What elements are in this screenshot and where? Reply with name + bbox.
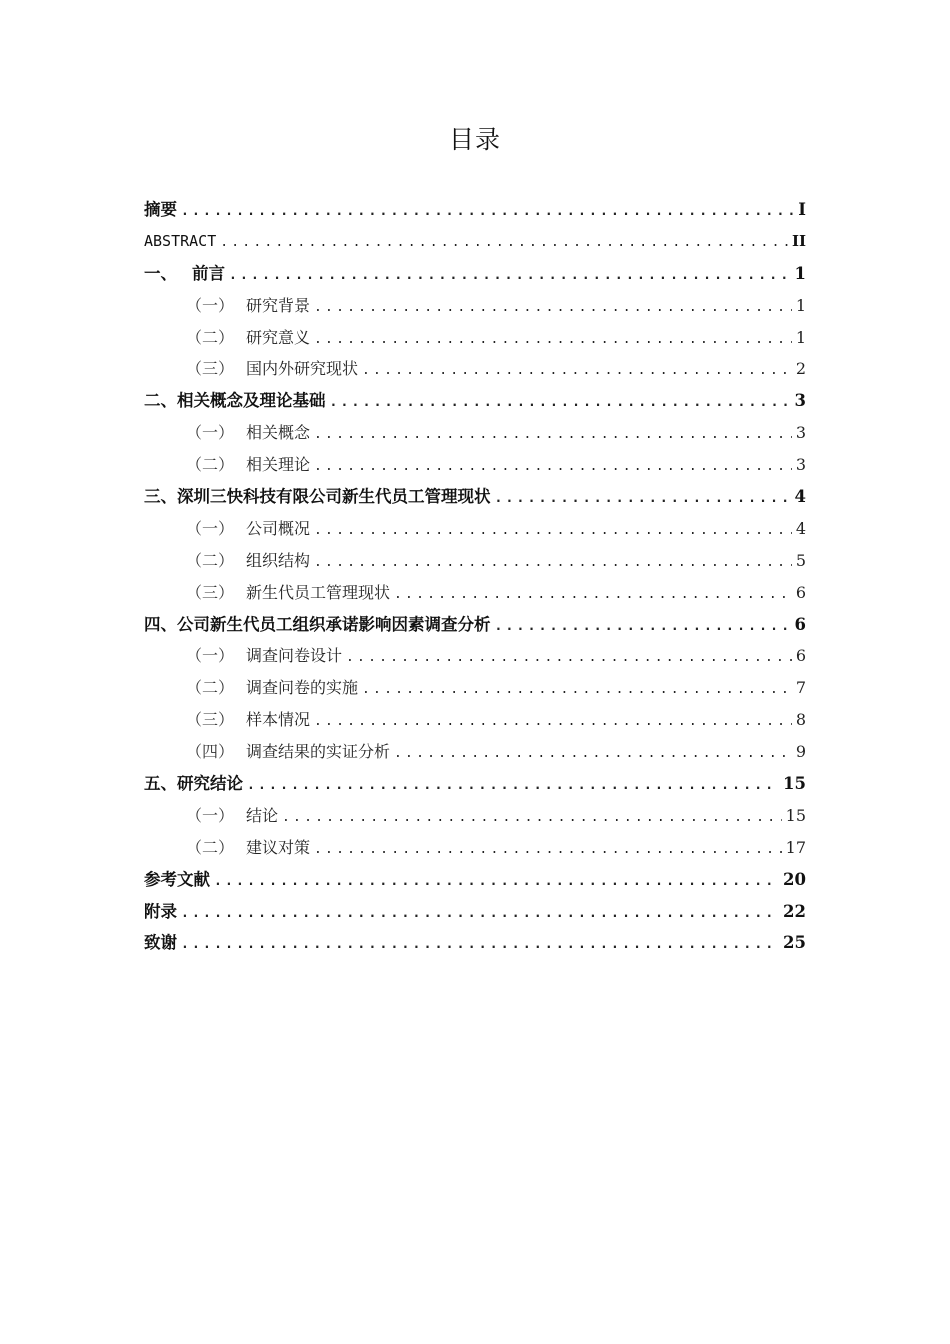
toc-entry-section-2[interactable] bbox=[144, 385, 806, 417]
toc-entry-subsection[interactable] bbox=[144, 800, 806, 832]
toc-entry-page: 9 bbox=[795, 742, 806, 762]
dot-leader bbox=[314, 515, 792, 545]
toc-entry-page: 20 bbox=[783, 869, 806, 889]
toc-entry-abstract-en[interactable] bbox=[144, 226, 806, 258]
toc-entry-number: （一） bbox=[186, 295, 235, 315]
toc-entry-number: （一） bbox=[186, 805, 235, 825]
dot-leader bbox=[314, 292, 792, 322]
toc-entry-label: 样本情况 bbox=[246, 710, 311, 730]
toc-entry-section-3[interactable] bbox=[144, 481, 806, 513]
toc-entry-number: （三） bbox=[186, 582, 235, 602]
toc-entry-page: 4 bbox=[795, 518, 806, 538]
toc-entry-section-5[interactable] bbox=[144, 768, 806, 800]
dot-leader bbox=[346, 642, 792, 672]
toc-entry-section-4[interactable] bbox=[144, 609, 806, 641]
toc-entry-number: （二） bbox=[186, 550, 235, 570]
toc-entry-label: 组织结构 bbox=[246, 550, 311, 570]
toc-entry-label: 五、研究结论 bbox=[144, 774, 243, 794]
toc-entry-label: 研究意义 bbox=[246, 327, 311, 347]
toc-entry-label: 相关理论 bbox=[246, 455, 311, 475]
toc-entry-number: （四） bbox=[186, 742, 235, 762]
toc-entry-page: 6 bbox=[795, 582, 806, 602]
dot-leader bbox=[181, 929, 779, 959]
toc-entry-number: （二） bbox=[186, 327, 235, 347]
dot-leader bbox=[247, 770, 779, 800]
toc-entry-page: 5 bbox=[795, 550, 806, 570]
toc-entry-page: 22 bbox=[783, 901, 806, 921]
dot-leader bbox=[214, 866, 779, 896]
toc-entry-label: 建议对策 bbox=[246, 837, 311, 857]
dot-leader bbox=[220, 227, 788, 258]
toc-entry-label: 公司概况 bbox=[246, 518, 311, 538]
toc-entry-number: （二） bbox=[186, 837, 235, 857]
toc-entry-references[interactable] bbox=[144, 864, 806, 896]
toc-entry-subsection[interactable] bbox=[144, 290, 806, 322]
toc-entry-subsection[interactable] bbox=[144, 322, 806, 354]
toc-entry-page: I bbox=[798, 200, 806, 219]
dot-leader bbox=[314, 706, 792, 736]
toc-entry-page: 1 bbox=[795, 295, 806, 315]
toc-entry-page: 15 bbox=[783, 774, 806, 794]
toc-entry-number: （一） bbox=[186, 423, 235, 443]
toc-entry-page: II bbox=[791, 231, 806, 250]
toc-entry-section-1[interactable] bbox=[144, 258, 806, 290]
toc-entry-page: 6 bbox=[795, 646, 806, 666]
dot-leader bbox=[314, 419, 792, 449]
toc-entry-label: 调查结果的实证分析 bbox=[246, 742, 391, 762]
toc-entry-label: 三、深圳三快科技有限公司新生代员工管理现状 bbox=[144, 487, 491, 507]
toc-entry-subsection[interactable] bbox=[144, 513, 806, 545]
toc-entry-subsection[interactable] bbox=[144, 353, 806, 385]
dot-leader bbox=[229, 260, 791, 290]
toc-entry-page: 6 bbox=[794, 614, 806, 634]
toc-entry-subsection[interactable] bbox=[144, 545, 806, 577]
toc-entry-subsection[interactable] bbox=[144, 640, 806, 672]
toc-entry-number: 一、 bbox=[144, 263, 177, 283]
toc-entry-acknowledgements[interactable] bbox=[144, 927, 806, 959]
toc-entry-label: 摘要 bbox=[144, 200, 177, 219]
toc-entry-label: 附录 bbox=[144, 901, 177, 921]
toc-entry-label: 国内外研究现状 bbox=[246, 359, 359, 379]
dot-leader bbox=[394, 738, 792, 768]
toc-entry-subsection[interactable] bbox=[144, 704, 806, 736]
toc-entry-page: 8 bbox=[795, 710, 806, 730]
toc-entry-page: 3 bbox=[795, 455, 806, 475]
toc-entry-label: 研究背景 bbox=[246, 295, 311, 315]
toc-entry-page: 3 bbox=[794, 391, 806, 411]
toc-entry-label: 结论 bbox=[246, 805, 279, 825]
dot-leader bbox=[314, 324, 792, 354]
toc-entry-page: 7 bbox=[795, 678, 806, 698]
toc-entry-label: 致谢 bbox=[144, 933, 177, 953]
toc-entry-page: 4 bbox=[794, 487, 806, 507]
toc-entry-abstract-cn[interactable] bbox=[144, 194, 806, 226]
toc-entry-label: 调查问卷的实施 bbox=[246, 678, 359, 698]
dot-leader bbox=[282, 802, 782, 832]
dot-leader bbox=[181, 898, 779, 928]
dot-leader bbox=[362, 674, 792, 704]
toc-entry-subsection[interactable] bbox=[144, 736, 806, 768]
toc-entry-subsection[interactable] bbox=[144, 832, 806, 864]
toc-entry-label: 二、相关概念及理论基础 bbox=[144, 391, 326, 411]
toc-title: 目录 bbox=[448, 125, 501, 154]
dot-leader bbox=[495, 611, 791, 641]
dot-leader bbox=[181, 196, 794, 226]
dot-leader bbox=[495, 483, 791, 513]
toc-entry-number: （三） bbox=[186, 359, 235, 379]
dot-leader bbox=[330, 387, 791, 417]
toc-entry-label: 调查问卷设计 bbox=[246, 646, 343, 666]
toc-entry-subsection[interactable] bbox=[144, 672, 806, 704]
dot-leader bbox=[314, 834, 782, 864]
toc-entry-number: （二） bbox=[186, 678, 235, 698]
toc-entry-label: 新生代员工管理现状 bbox=[246, 582, 391, 602]
toc-entry-label: 四、公司新生代员工组织承诺影响因素调查分析 bbox=[144, 614, 491, 634]
toc-entry-page: 3 bbox=[795, 423, 806, 443]
table-of-contents bbox=[144, 194, 806, 959]
toc-entry-label: 相关概念 bbox=[246, 423, 311, 443]
dot-leader bbox=[394, 579, 792, 609]
toc-entry-label: 参考文献 bbox=[144, 869, 210, 889]
toc-entry-subsection[interactable] bbox=[144, 449, 806, 481]
dot-leader bbox=[314, 547, 792, 577]
dot-leader bbox=[362, 355, 792, 385]
toc-entry-page: 1 bbox=[795, 327, 806, 347]
toc-entry-number: （二） bbox=[186, 455, 235, 475]
toc-entry-number: （一） bbox=[186, 518, 235, 538]
dot-leader bbox=[314, 451, 792, 481]
toc-entry-page: 15 bbox=[785, 805, 806, 825]
toc-entry-label: ABSTRACT bbox=[144, 231, 217, 250]
toc-entry-page: 25 bbox=[783, 933, 806, 953]
toc-entry-label: 前言 bbox=[192, 263, 225, 283]
toc-entry-subsection[interactable] bbox=[144, 417, 806, 449]
toc-entry-number: （一） bbox=[186, 646, 235, 666]
toc-entry-page: 2 bbox=[795, 359, 806, 379]
toc-entry-subsection[interactable] bbox=[144, 577, 806, 609]
toc-entry-number: （三） bbox=[186, 710, 235, 730]
toc-entry-appendix[interactable] bbox=[144, 896, 806, 928]
toc-entry-page: 17 bbox=[785, 837, 806, 857]
toc-entry-page: 1 bbox=[794, 263, 806, 283]
